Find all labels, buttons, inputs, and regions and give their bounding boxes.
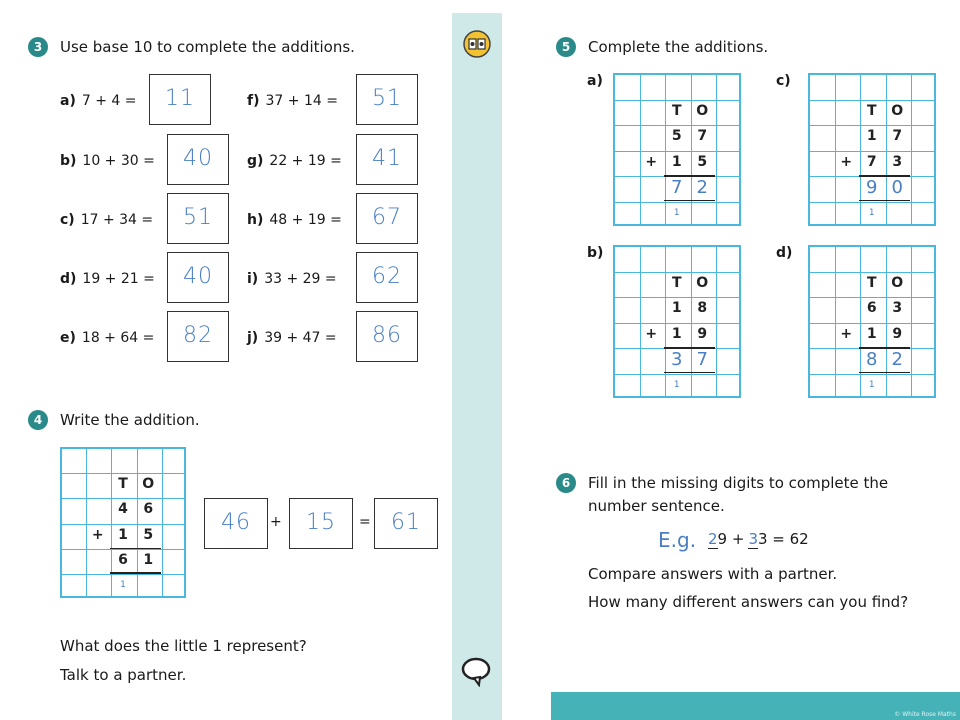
question-4-instruction: Write the addition.: [60, 411, 200, 429]
example-part-mid: 9 +: [717, 530, 745, 548]
digit-cell: 7: [892, 128, 903, 144]
q3-answer-box[interactable]: [356, 134, 418, 185]
q3-expression: 17 + 34 =: [80, 212, 154, 228]
ones-header: O: [142, 476, 155, 493]
q3-equation-f: [247, 76, 338, 126]
question-3-badge: 3: [28, 37, 48, 57]
q3-answer-box[interactable]: [356, 311, 418, 362]
ones-header: O: [891, 102, 904, 119]
q3-answer-box[interactable]: [356, 74, 418, 125]
q3-answer-box[interactable]: [167, 193, 229, 244]
q5-grid-label: c): [776, 73, 791, 89]
q3-item-label: c): [60, 212, 75, 228]
digit-cell: 6: [143, 501, 154, 518]
question-3-instruction: Use base 10 to complete the additions.: [60, 38, 355, 56]
digit-cell: 4: [118, 501, 128, 518]
missing-digit-1: 2: [708, 530, 718, 548]
q3-equation-i: [247, 254, 337, 304]
q3-item-label: f): [247, 93, 260, 109]
sum-digit: 0: [891, 177, 903, 198]
sum-line-top: [859, 347, 910, 349]
sum-line-top: [110, 548, 160, 550]
plus-sign: +: [270, 514, 282, 530]
q3-answer: 51: [183, 205, 213, 230]
sum-digit: 2: [696, 177, 708, 198]
q3-item-label: h): [247, 212, 264, 228]
tens-header: T: [671, 102, 682, 119]
q3-answer: 11: [165, 86, 195, 111]
digit-cell: 5: [143, 526, 154, 543]
sum-digit: 7: [671, 177, 683, 198]
q3-expression: 22 + 19 =: [269, 153, 342, 169]
tens-header: T: [671, 274, 682, 291]
q3-expression: 33 + 29 =: [264, 271, 337, 287]
q3-answer: 82: [183, 323, 213, 348]
ones-header: O: [891, 274, 904, 291]
q3-item-label: a): [60, 93, 76, 109]
digit-cell: 9: [892, 325, 903, 342]
q3-equation-a: [60, 76, 137, 126]
q5-grid-label: b): [587, 245, 604, 261]
carry-digit: 1: [120, 580, 126, 590]
tens-header: T: [866, 102, 877, 119]
example-part-end: 3 = 62: [757, 530, 809, 548]
digit-cell: 3: [892, 300, 903, 316]
digit-cell: 3: [892, 153, 903, 170]
q3-answer: 41: [372, 146, 402, 171]
base10-blocks-icon: [463, 30, 491, 58]
q5-grid-label: d): [776, 245, 793, 261]
example-label: E.g.: [658, 528, 697, 552]
q3-item-label: g): [247, 153, 264, 169]
question-6-instruction-line2: number sentence.: [588, 497, 725, 515]
carry-digit: 1: [673, 379, 680, 390]
sum-line-bottom: [664, 200, 715, 202]
digit-cell: 1: [671, 153, 682, 170]
addend-2-box[interactable]: [289, 498, 353, 549]
q3-expression: 39 + 47 =: [264, 330, 337, 346]
q3-expression: 7 + 4 =: [81, 93, 137, 109]
q3-equation-j: [247, 313, 337, 363]
example-sentence: [708, 530, 809, 548]
q3-expression: 18 + 64 =: [81, 330, 155, 346]
q3-expression: 10 + 30 =: [82, 153, 155, 169]
q5-grid-label: a): [587, 73, 603, 89]
digit-cell: 5: [671, 128, 682, 144]
sum-digit: 6: [118, 551, 128, 568]
addend-2-value: 15: [306, 510, 336, 535]
digit-cell: 9: [697, 325, 708, 342]
sum-digit: 8: [866, 349, 878, 370]
q3-answer: 40: [183, 264, 213, 289]
page-spine: [452, 13, 502, 720]
digit-cell: 8: [697, 300, 708, 316]
question-6-instruction-line1: Fill in the missing digits to complete the: [588, 474, 889, 492]
sum-line-bottom: [110, 572, 160, 574]
q3-equation-d: [60, 254, 155, 304]
q3-answer: 51: [372, 86, 402, 111]
q3-equation-e: [60, 313, 154, 363]
digit-cell: 1: [866, 128, 877, 144]
question-5-badge: 5: [556, 37, 576, 57]
digit-cell: 7: [697, 128, 708, 144]
q5-c-grid: [808, 73, 936, 226]
plus-sign: +: [91, 526, 104, 543]
missing-digit-2: 3: [748, 530, 758, 548]
compare-answers: Compare answers with a partner.: [588, 565, 838, 583]
sum-digit: 9: [866, 177, 878, 198]
q3-answer: 62: [372, 264, 402, 289]
question-4-badge: 4: [28, 410, 48, 430]
question-6-badge: 6: [556, 473, 576, 493]
equals-sign: =: [359, 514, 371, 530]
speech-bubble-icon: [460, 655, 492, 687]
plus-sign: +: [840, 325, 853, 342]
q3-expression: 37 + 14 =: [265, 93, 338, 109]
carry-digit: 1: [868, 207, 875, 218]
sum-line-top: [664, 347, 715, 349]
q4-grid: [60, 447, 186, 598]
digit-cell: 5: [697, 153, 708, 170]
digit-cell: 1: [671, 325, 682, 342]
how-many-answers: How many different answers can you find?: [588, 593, 909, 611]
q3-answer-box[interactable]: [149, 74, 211, 125]
q3-equation-h: [247, 195, 342, 245]
q3-item-label: i): [247, 271, 259, 287]
plus-sign: +: [645, 325, 658, 342]
q3-answer-box[interactable]: [167, 252, 229, 303]
sum-digit: 2: [891, 349, 903, 370]
sum-box[interactable]: [374, 498, 438, 549]
addend-1-box[interactable]: [204, 498, 268, 549]
carry-digit: 1: [673, 207, 680, 218]
tens-header: T: [866, 274, 877, 291]
tens-header: T: [118, 476, 128, 493]
addend-1-value: 46: [221, 510, 251, 535]
footer-bar: [551, 692, 960, 720]
q3-equation-c: [60, 195, 153, 245]
talk-to-partner: Talk to a partner.: [60, 666, 187, 684]
digit-cell: 1: [866, 325, 877, 342]
q3-answer-box[interactable]: [356, 252, 418, 303]
digit-cell: 7: [866, 153, 877, 170]
q3-answer-box[interactable]: [167, 311, 229, 362]
sum-line-top: [664, 175, 715, 177]
q3-equation-g: [247, 136, 342, 186]
q3-answer-box[interactable]: [167, 134, 229, 185]
sum-digit: 7: [696, 349, 708, 370]
q3-answer: 67: [372, 205, 402, 230]
q3-answer: 40: [183, 146, 213, 171]
sum-line-bottom: [859, 372, 910, 374]
q3-expression: 48 + 19 =: [269, 212, 342, 228]
sum-line-bottom: [664, 372, 715, 374]
q3-item-label: j): [247, 330, 259, 346]
plus-sign: +: [840, 153, 853, 170]
sum-digit: 3: [671, 349, 683, 370]
footer-copyright: © White Rose Maths: [894, 711, 956, 718]
q3-equation-b: [60, 136, 155, 186]
q5-a-grid: [613, 73, 741, 226]
q3-item-label: d): [60, 271, 77, 287]
digit-cell: 1: [118, 526, 128, 543]
q5-d-grid: [808, 245, 936, 398]
digit-cell: 1: [671, 300, 682, 316]
little-1-question: What does the little 1 represent?: [60, 637, 307, 655]
ones-header: O: [696, 274, 709, 291]
sum-line-bottom: [859, 200, 910, 202]
sum-digit: 1: [143, 551, 154, 568]
question-5-instruction: Complete the additions.: [588, 38, 769, 56]
sum-line-top: [859, 175, 910, 177]
sum-value: 61: [391, 510, 421, 535]
q3-answer: 86: [372, 323, 402, 348]
ones-header: O: [696, 102, 709, 119]
q3-answer-box[interactable]: [356, 193, 418, 244]
plus-sign: +: [645, 153, 658, 170]
q3-expression: 19 + 21 =: [82, 271, 155, 287]
q3-item-label: e): [60, 330, 76, 346]
q5-b-grid: [613, 245, 741, 398]
digit-cell: 6: [866, 300, 877, 316]
q3-item-label: b): [60, 153, 77, 169]
carry-digit: 1: [868, 379, 875, 390]
